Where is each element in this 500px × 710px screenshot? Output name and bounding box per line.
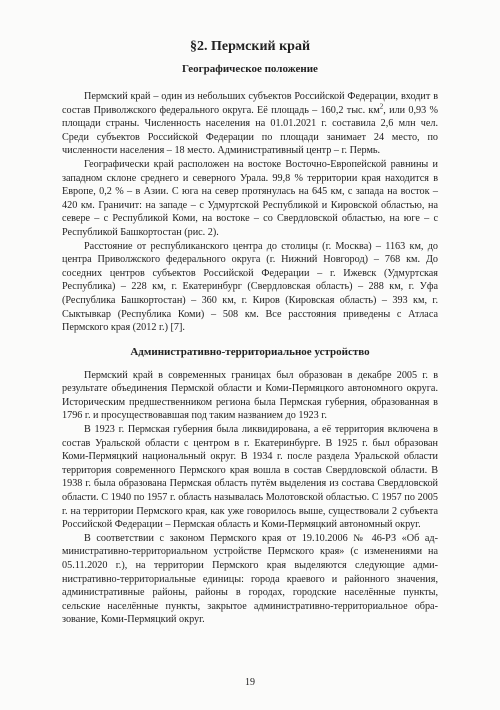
paragraph-6: В соответствии с законом Пермского края от 19.10.2006 № 46-РЗ «Об административно-территориальном устройстве Пермского края» (с изменениями на 05.11.2020 г.), на территории Пермского края выделяются следующие административно-территориальные единицы: города краевого и районного значения, административные районы, районы в городах, городские населённые пункты, сельские населённые пункты, закрытое административно-территориальное образование, Коми-Пермяцкий округ. — [62, 532, 438, 626]
paragraph-1 — [62, 90, 438, 158]
paragraph-1-text-b: , или 0,93 % площади страны. Численность населения на 01.01.2021 г. составила 2,6 млн чел. Среди субъектов Российской Федерации по площади занимает 24 место, по численности населения – 18 место. Административный центр – г. Пермь. — [62, 104, 438, 157]
paragraph-3: Расстояние от республиканского центра до столицы (г. Москва) – 1163 км, до центра Приволжского федерального округа (г. Нижний Новгород) – 768 км. До соседних центров субъектов Российской Федерации – г. Ижевск (Удмуртская Республика) – 228 км, г. Екатеринбург (Свердловская область) – 288 км, г. Уфа (Республика Башкортостан) – 360 км, г. Киров (Кировская область) – 393 км, г. Сыктывкар (Республика Коми) – 508 км. Все расстояния приведены с Атласа Пермского края (2012 г.) [7]. — [62, 240, 438, 334]
page-number: 19 — [245, 677, 255, 688]
paragraph-4: Пермский край в современных границах был образован в декабре 2005 г. в результате объединения Пермской области и Коми-Пермяцкого автономного округа. Историческим предшественником региона была Пермская губерния, образованная в 1796 г. и просуществовавшая под таким названием до 1923 г. — [62, 369, 438, 422]
paragraph-5: В 1923 г. Пермская губерния была ликвидирована, а её территория включена в состав Уральской области с центром в г. Екатеринбурге. В 1925 г. был образован Коми-Пермяцкий национальный округ. В 1934 г. после раздела Уральской области территория современного Пермского края вошла в состав Свердловской области. В 1938 г. была образована Пермская область путём выделения из состава Свердловской области. С 1940 по 1957 г. область называлась Молотовской областью. С 1957 по 2005 г. на территории Пермского края, как уже говорилось выше, существовали 2 субъекта Российской Федерации – Пермская область и Коми-Пермяцкий автономный округ. — [62, 424, 438, 531]
superscript-2: 2 — [379, 102, 384, 111]
subsection-heading-geography: Географическое положение — [182, 63, 318, 75]
paragraph-2: Географически край расположен на востоке Восточно-Европейской равнины и западном склоне среднего и северного Урала. 99,8 % территории края находится в Европе, 0,2 % – в Азии. С юга на север протянулась на 645 км, с запада на восток – 420 км. Граничит: на западе – с Удмуртской Республикой и Кировской областью, на севере – с Республикой Коми, на востоке – со Свердловской областью, на юге – с Республикой Башкортостан (рис. 2). — [62, 158, 438, 238]
section-title: §2. Пермский край — [189, 39, 311, 54]
paragraph-1-text-a: Пермский край – один из небольших субъектов Российской Федерации, входит в состав Приволжского федерального округа. Её площадь – 160,2 тыс. км — [62, 91, 438, 116]
subsection-heading-administrative: Административно-территориальное устройство — [130, 345, 370, 358]
